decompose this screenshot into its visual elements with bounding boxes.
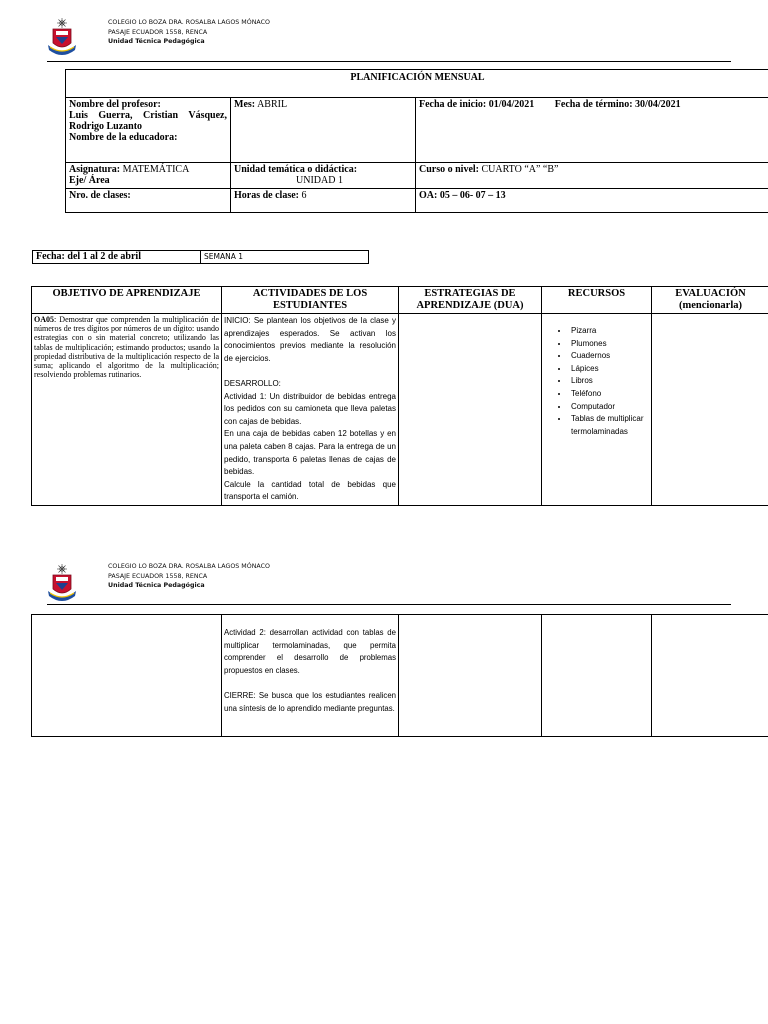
list-item: • Cuadernos bbox=[569, 350, 648, 363]
header-divider bbox=[47, 61, 731, 62]
week-date-label: Fecha: del 1 al 2 de abril bbox=[33, 251, 201, 264]
school-name: COLEGIO LO BOZA DRA. ROSALBA LAGOS MÓNACO bbox=[108, 19, 270, 26]
header-divider bbox=[47, 604, 731, 605]
end-date: Fecha de término: 30/04/2021 bbox=[554, 99, 681, 110]
objective-cell bbox=[32, 615, 222, 737]
strategies-cell bbox=[399, 314, 542, 506]
objective-cell bbox=[32, 314, 222, 506]
oa-label: OA: 05 – 06- 07 – 13 bbox=[416, 189, 768, 213]
hours-value: 6 bbox=[301, 190, 307, 201]
teacher-names: Luis Guerra, Cristian Vásquez, Rodrigo Luzanto bbox=[69, 110, 227, 132]
activity-1-question: Calcule la cantidad total de bebidas que transporta el camión. bbox=[224, 479, 396, 502]
school-address: PASAJE ECUADOR 1558, RENCA bbox=[108, 28, 208, 36]
planning-info-table bbox=[65, 69, 768, 213]
dates-cell bbox=[416, 98, 768, 163]
evaluation-cell bbox=[652, 314, 768, 506]
col-activities: ACTIVIDADES DE LOS ESTUDIANTES bbox=[222, 287, 399, 314]
course-value: CUARTO “A” “B” bbox=[481, 164, 559, 175]
school-unit: Unidad Técnica Pedagógica bbox=[108, 582, 205, 589]
school-unit: Unidad Técnica Pedagógica bbox=[108, 38, 205, 45]
activity-desarrollo-label: DESARROLLO: bbox=[224, 378, 281, 388]
educator-label: Nombre de la educadora: bbox=[69, 132, 178, 143]
week-date-table bbox=[32, 250, 369, 264]
unit-cell bbox=[231, 163, 416, 189]
resources-cell bbox=[542, 615, 652, 737]
school-address: PASAJE ECUADOR 1558, RENCA bbox=[108, 572, 208, 580]
week-number: SEMANA 1 bbox=[201, 251, 369, 264]
list-item: • Lápices bbox=[569, 363, 648, 376]
plan-title: PLANIFICACIÓN MENSUAL bbox=[66, 70, 768, 98]
month-label: Mes: bbox=[234, 99, 256, 110]
list-item: • Computador bbox=[569, 401, 648, 414]
activity-1-detail: En una caja de bebidas caben 12 botellas y en una paleta caben 8 cajas. Para la entrega de un pedido, transporta 6 paletas llenas de cajas de bebidas. bbox=[224, 429, 396, 477]
school-crest-logo bbox=[47, 17, 77, 57]
class-count-label: Nro. de clases: bbox=[66, 189, 231, 213]
col-evaluation: EVALUACIÓN (mencionarla) bbox=[652, 287, 768, 314]
activities-table bbox=[31, 286, 768, 506]
unit-label: Unidad temática o didáctica: bbox=[234, 164, 358, 175]
resources-list bbox=[545, 325, 648, 438]
school-info bbox=[108, 562, 270, 591]
subject-label: Asignatura: bbox=[69, 164, 121, 175]
col-objective: OBJETIVO DE APRENDIZAJE bbox=[32, 287, 222, 314]
activity-cierre: CIERRE: Se busca que los estudiantes realicen una síntesis de lo aprendido mediante preguntas. bbox=[224, 690, 396, 713]
strategies-cell bbox=[399, 615, 542, 737]
unit-value: UNIDAD 1 bbox=[296, 175, 343, 186]
subject-value: MATEMÁTICA bbox=[122, 164, 190, 175]
school-info bbox=[108, 18, 270, 47]
col-strategies: ESTRATEGIAS DE APRENDIZAJE (DUA) bbox=[399, 287, 542, 314]
objective-text: : Demostrar que comprenden la multiplicación de números de tres dígitos por números de un dígito: usando estrategias con o sin material concreto; utilizando las tablas de multiplicación; estimando productos; usando la propiedad distributiva de la multiplicación respecto de la suma; aplicando el algoritmo de la multiplicación; resolviendo problemas rutinarios. bbox=[34, 315, 219, 380]
activity-inicio: INICIO: Se plantean los objetivos de la clase y aprendizajes esperados. Se activan los conocimientos previos mediante la resolución de ejercicios. bbox=[224, 316, 396, 363]
school-crest-logo bbox=[47, 563, 77, 603]
activities-cell bbox=[222, 615, 399, 737]
hours-cell bbox=[231, 189, 416, 213]
month-cell bbox=[231, 98, 416, 163]
course-cell bbox=[416, 163, 768, 189]
list-item: • Tablas de multiplicar termolaminadas bbox=[569, 413, 648, 438]
resources-cell bbox=[542, 314, 652, 506]
hours-label: Horas de clase: bbox=[234, 190, 299, 201]
col-resources: RECURSOS bbox=[542, 287, 652, 314]
list-item: • Libros bbox=[569, 375, 648, 388]
start-date: Fecha de inicio: 01/04/2021 bbox=[419, 99, 535, 110]
activities-cell bbox=[222, 314, 399, 506]
activities-table-continued bbox=[31, 614, 768, 737]
course-label: Curso o nivel: bbox=[419, 164, 479, 175]
subject-cell bbox=[66, 163, 231, 189]
month-value: ABRIL bbox=[257, 99, 288, 110]
list-item: • Teléfono bbox=[569, 388, 648, 401]
evaluation-cell bbox=[652, 615, 768, 737]
list-item: • Pizarra bbox=[569, 325, 648, 338]
list-item: • Plumones bbox=[569, 338, 648, 351]
activity-2: Actividad 2: desarrollan actividad con tablas de multiplicar termolaminadas, que permita comprender el desarrollo de problemas propuestos en clases. bbox=[224, 628, 396, 675]
objective-code: OA05 bbox=[34, 315, 54, 324]
axis-label: Eje/ Área bbox=[69, 175, 110, 186]
teacher-label: Nombre del profesor: bbox=[69, 99, 161, 110]
activity-1: Actividad 1: Un distribuidor de bebidas entrega los pedidos con su camioneta que lleva paletas con cajas de bebidas. bbox=[224, 391, 396, 426]
teacher-cell bbox=[66, 98, 231, 163]
school-name: COLEGIO LO BOZA DRA. ROSALBA LAGOS MÓNACO bbox=[108, 563, 270, 570]
